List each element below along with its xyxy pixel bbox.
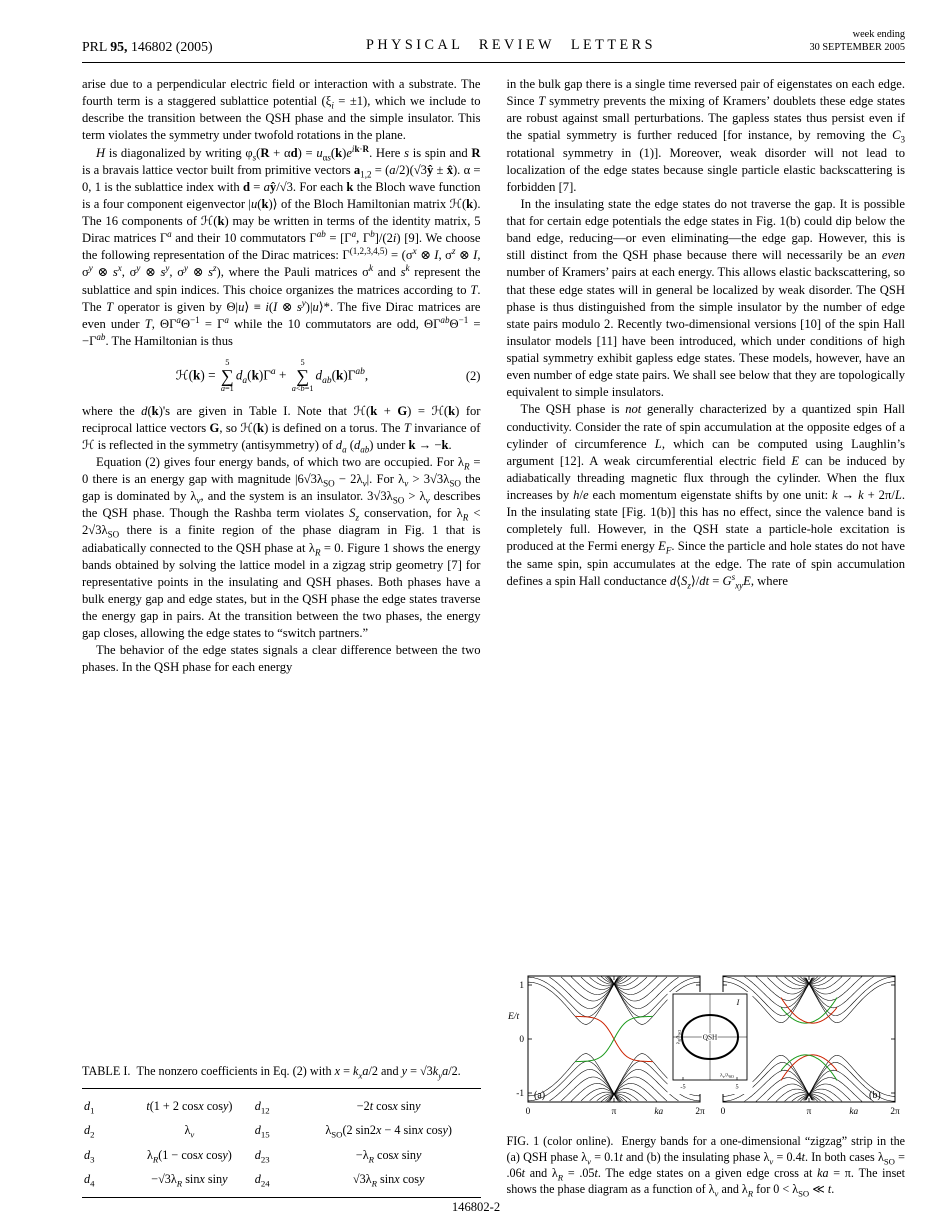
- page-header: [82, 28, 905, 63]
- svg-text:I: I: [736, 998, 739, 1008]
- table-cell: $d_{23}$: [254, 1147, 270, 1165]
- svg-text:0: 0: [720, 1107, 725, 1118]
- paragraph: in the bulk gap there is a single time reversed pair of eigenstates on each edge. Since T symmetry prevents the mixing of Kramers’ doublets these edge states are robust against small perturbations. The gapless states thus persist even if the spatial symmetry is further reduced [for instance, by removing the $C_3$ rotational symmetry in (1)]. Moreover, weak disorder will not lead to localization of the edge states because single particle elastic backscattering is forbidden [7].: [506, 77, 905, 194]
- equation-2: [82, 359, 481, 394]
- paragraph: Equation (2) gives four energy bands, of which two are occupied. For $\lambda_R = 0$ there is an energy gap with magnitude $|6√3\lambda_{SO} - 2\lambda_v|$. For $\lambda_v > 3√3\lambda_{SO}$ the gap is dominated by $\lambda_v$, and the system is an insulator. $3√3\lambda_{SO} > \lambda_v$ describes the QSH phase. Though the Rashba term violates $S_z$ conservation, for $\lambda_R < 2√3\lambda_{SO}$ there is a finite region of the phase diagram in Fig. 1 that is adiabatically connected to the QSH phase at $\lambda_R = 0$. Figure 1 shows the energy bands obtained by solving the lattice model in a zigzag strip geometry [7] for representative points in the insulating and QSH phases. Both phases have a bulk energy gap and edge states, but in the QSH phase the edge states traverse the energy gap in pairs. At the transition between the two phases, the energy gap closes, allowing the edge states to “switch partners.”: [82, 454, 481, 641]
- svg-text:-5: -5: [679, 1083, 686, 1091]
- svg-text:λv/λSO: $\lambda_v/\lambda_{SO}$: [719, 1072, 734, 1080]
- svg-text:π: π: [611, 1107, 616, 1118]
- equation-2-number: (2): [465, 368, 481, 383]
- table-cell: −2t cosx siny: [356, 1098, 421, 1113]
- table-cell: $d_3$: [84, 1147, 95, 1165]
- table-cell: $√3\lambda_R$ sinx cosy: [352, 1172, 425, 1189]
- figure-1-caption: FIG. 1 (color online). Energy bands for a one-dimensional “zigzag” strip in the (a) QSH phase $\lambda_v = 0.1t$ and (b) the insulating phase $\lambda_v = 0.4t$. In both cases $\lambda_{SO} = .06t$ and $\lambda_R = .05t$. The edge states on a given edge cross at ka = π. The inset shows the phase diagram as a function of $\lambda_v$ and $\lambda_R$ for $0 < \lambda_{SO}$ ≪ t.: [506, 1134, 906, 1199]
- journal-reference: [82, 39, 213, 55]
- volume-number: 95,: [110, 38, 128, 54]
- svg-text:(a): (a): [533, 1090, 545, 1102]
- table-cell: $d_1$: [84, 1098, 95, 1116]
- equation-2-body: ℋ(k) = 5 ∑ a=1 $d_a(k)\Gamma^a$ + 5 ∑ a<b=1 $d_{ab}(k)\Gamma^{ab}$,: [175, 358, 369, 393]
- svg-text:QSH: QSH: [702, 1033, 717, 1042]
- svg-text:π: π: [806, 1107, 811, 1118]
- svg-text:2π: 2π: [694, 1107, 705, 1118]
- table-row: [82, 1088, 481, 1118]
- phase-diagram-inset: [667, 992, 752, 1094]
- table-cell: $-√3\lambda_R$ sinx siny: [151, 1172, 228, 1189]
- svg-text:0: 0: [518, 1035, 524, 1046]
- svg-text:5: 5: [734, 1083, 739, 1091]
- svg-text:1: 1: [518, 981, 524, 992]
- table-cell: $d_{24}$: [254, 1172, 270, 1189]
- table-cell: $d_{15}$: [254, 1123, 270, 1140]
- table-cell: $\lambda_R(1 - \cos x$ cosy): [146, 1147, 232, 1165]
- paragraph: The QSH phase is not generally characterized by a quantized spin Hall conductivity. Consider the rate of spin accumulation at the opposite edges of a cylinder of circumference L, which can be computed using Laughlin’s argument [12]. A weak circumferential electric field E can be induced by adiabatically threading magnetic flux through the cylinder. When the flux increases by h/e each momentum eigenstate shifts by one unit: k → k + 2π/L. In the insulating state [Fig. 1(b)] this has no effect, since the valence band is completely full. However, in the QSH state a particle-hole excitation is produced at the Fermi energy $E_F$. Since the particle and hole states do not have the same spin, spin accumulates at the edge. The rate of spin accumulation defines a spin Hall conductance $d⟨S_z⟩/dt = G^s_{xy}E$, where: [506, 402, 906, 591]
- svg-text:ka: ka: [653, 1107, 663, 1118]
- left-column: [82, 76, 481, 1198]
- table-cell: $-\lambda_R$ cosx siny: [355, 1147, 422, 1165]
- table-cell: $\lambda_{SO}(2$ sin2x − 4 sinx cosy): [325, 1123, 452, 1140]
- page-number: 146802-2: [451, 1200, 501, 1214]
- table-1: [82, 1045, 481, 1198]
- svg-text:(b): (b): [868, 1090, 881, 1102]
- article-number: 146802 (2005): [127, 38, 213, 54]
- paragraph: H is diagonalized by writing $\varphi_s(R + \alpha d) = u_{\alpha s}(k)e^{ik\cdot R}$. Here s is spin and R is a bravais lattice vector built from primitive vectors $a_{1,2}$ = (a/2)(√3ŷ ± x̂). α = 0, 1 is the sublattice index with d = aŷ/√3. For each k the Bloch wave function is a four component eigenvector |u(k)⟩ of the Bloch Hamiltonian matrix ℋ(k). The 16 components of ℋ(k) may be written in terms of the identity matrix, 5 Dirac matrices $\Gamma^a$ and their 10 commutators $\Gamma^{ab} = [\Gamma^a$, $\Gamma^b]/(2i)$ [9]. We choose the following representation of the Dirac matrices: $\Gamma^{(1,2,3,4,5)} = (\sigma^x$ ⊗ I, $\sigma^z$ ⊗ I, $\sigma^y$ ⊗ $s^x$, $\sigma^y$ ⊗ $s^y$, $\sigma^y$ ⊗ $s^z$), where the Pauli matrices $\sigma^k$ and $s^k$ represent the sublattice and spin indices. This choice organizes the matrices according to T. The T operator is given by Θ|u⟩ ≡ i(I ⊗ $s^y)|u⟩*$. The five Dirac matrices are even under T, $\Theta\Gamma^a\Theta^{-1} = \Gamma^a$ while the 10 commutators are odd, $\Theta\Gamma^{ab}\Theta^{-1} = -\Gamma^{ab}$. The Hamiltonian is thus: [82, 143, 481, 348]
- right-column: [507, 76, 906, 1198]
- paragraph: The behavior of the edge states signals a clear difference between the two phases. In the QSH phase for each energy: [82, 643, 481, 675]
- table-cell: $\lambda_v$: [184, 1123, 195, 1140]
- two-column-body: [82, 76, 905, 1198]
- svg-text:0: 0: [525, 1107, 530, 1118]
- paragraph: In the insulating state the edge states do not traverse the gap. It is possible that for certain edge potentials the edge states in Fig. 1(b) could dip below the band edge, reducing—or even eliminating—the edge gap. However, this is still distinct from the QSH phase because there will necessarily be an even number of Kramers’ pairs at each energy. This allows elastic backscattering, so that these edge states will in general be localized by weak disorder. The QSH phase is thus distinguished from the simple insulator by the number of edge state pairs modulo 2. Recently two-dimensional versions [10] of the spin Hall insulator models [11] have been introduced, which under conditions of high spatial symmetry exhibit gapless edge states. These models, however, have an even number of edge state pairs. We shall see below that they are topologically equivalent to simple insulators.: [506, 196, 905, 400]
- figure-1: [507, 956, 906, 1198]
- paragraph: where the d(k)'s are given in Table I. Note that ℋ(k + G) = ℋ(k) for reciprocal lattice vectors G, so ℋ(k) is defined on a torus. The T invariance of ℋ is reflected in the symmetry (antisymmetry) of $d_a$ $(d_{ab})$ under k → −k.: [82, 403, 481, 455]
- issue-date-line1: week ending: [852, 29, 905, 40]
- svg-text:ka: ka: [848, 1107, 858, 1118]
- paragraph: arise due to a perpendicular electric field or interaction with a substrate. The fourth term is a staggered sublattice potential $(\xi_i = \pm 1)$, which we include to describe the transition between the QSH phase and the simple insulator. This term violates the symmetry under twofold rotations in the plane.: [82, 77, 481, 143]
- svg-text:-1: -1: [515, 1089, 524, 1100]
- journal-abbrev: PRL: [82, 38, 111, 54]
- table-row: [82, 1118, 481, 1143]
- table-cell: $d_{12}$: [254, 1098, 270, 1116]
- svg-text:E/t: E/t: [507, 1012, 519, 1023]
- table-cell: t(1 + 2 cosx cosy): [146, 1098, 233, 1113]
- figure-1-plot: [507, 972, 906, 1124]
- table-row: [82, 1167, 481, 1197]
- issue-date-line2: 30 SEPTEMBER 2005: [809, 42, 905, 54]
- table-1-caption: TABLE I. The nonzero coefficients in Eq. (2) with $x = k_xa/2$ and $y = √3k_ya/2$.: [82, 1063, 461, 1080]
- table-1-grid: [82, 1088, 481, 1198]
- svg-text:2π: 2π: [889, 1107, 900, 1118]
- issue-date: [809, 28, 905, 55]
- journal-title: PHYSICAL REVIEW LETTERS: [366, 36, 657, 53]
- svg-text:λR/λSO: $\lambda_R/\lambda_{SO}$: [675, 1030, 682, 1045]
- table-cell: $d_2$: [84, 1123, 95, 1140]
- table-row: [82, 1143, 481, 1168]
- table-cell: $d_4$: [84, 1172, 95, 1189]
